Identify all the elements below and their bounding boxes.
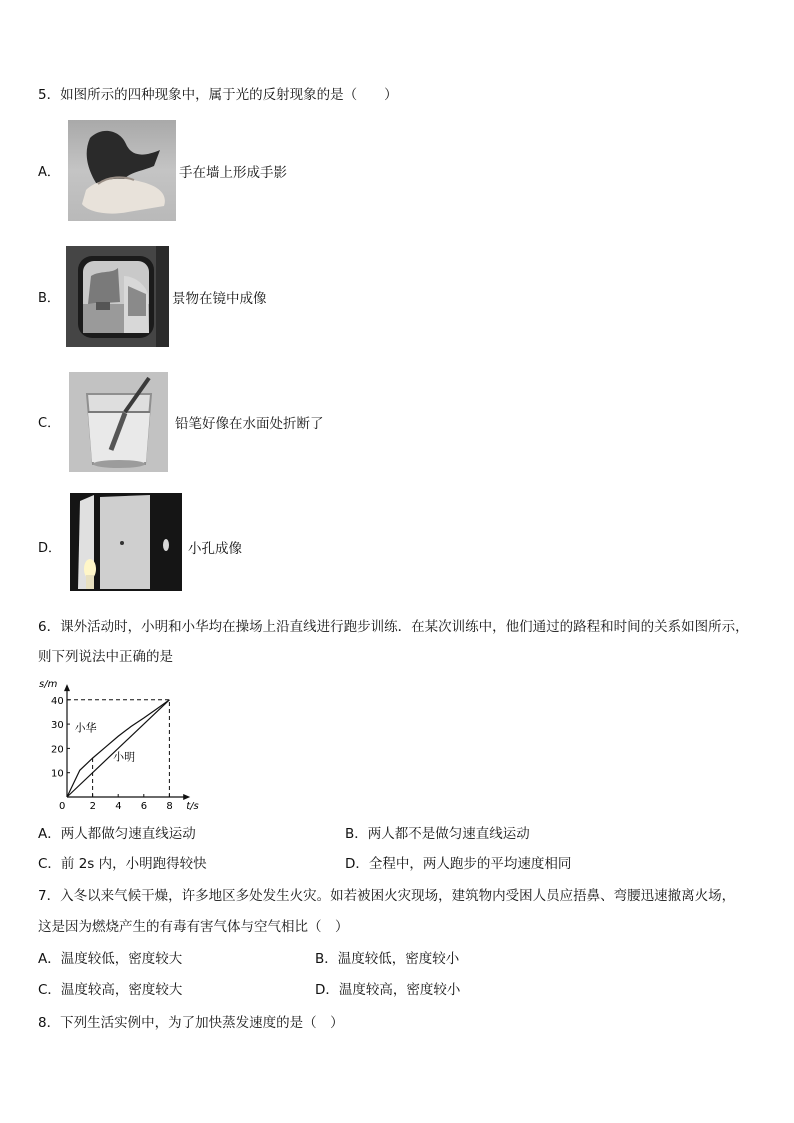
y-axis-arrow <box>64 684 70 691</box>
car-mirror-photo <box>66 246 169 347</box>
q5-option-b-letter[interactable]: B． <box>38 291 60 306</box>
q6-stem-line1: 6．课外活动时，小明和小华均在操场上沿直线进行跑步训练．在某次训练中，他们通过的路程和时间的关系如图所示， <box>38 619 749 635</box>
q6-option-b[interactable]: B．两人都不是做匀速直线运动 <box>345 826 530 842</box>
y-tick-label: 30 <box>51 720 64 732</box>
series-label-xiaohua: 小华 <box>74 721 97 735</box>
q5-stem: 5．如图所示的四种现象中，属于光的反射现象的是（ ） <box>38 87 398 103</box>
series-label-xiaoming: 小明 <box>113 750 136 764</box>
x-tick-label: 6 <box>140 801 148 810</box>
q7-option-b[interactable]: B．温度较低，密度较小 <box>315 951 460 967</box>
q5-option-c-caption: 铅笔好像在水面处折断了 <box>175 416 324 432</box>
x-tick-label: 4 <box>115 801 122 810</box>
q6-stem-line2: 则下列说法中正确的是 <box>38 649 173 665</box>
q5-option-c-letter[interactable]: C． <box>38 416 61 431</box>
y-tick-label: 40 <box>51 695 64 707</box>
x-axis-label: t/s <box>186 801 199 810</box>
x-tick-label: 2 <box>89 801 96 810</box>
q5-option-a-letter[interactable]: A． <box>38 165 60 180</box>
x-axis-arrow <box>183 794 190 800</box>
q6-option-d[interactable]: D．全程中，两人跑步的平均速度相同 <box>345 856 572 872</box>
y-axis-label: s/m <box>39 679 58 691</box>
hand-shadow-photo <box>68 120 176 221</box>
x-tick-label: 8 <box>166 801 173 810</box>
q7-option-d[interactable]: D．温度较高，密度较小 <box>315 982 461 998</box>
s-t-chart <box>34 675 204 810</box>
pencil-in-water-photo <box>69 372 168 472</box>
q7-option-a[interactable]: A．温度较低，密度较大 <box>38 951 183 967</box>
q5-option-a-caption: 手在墙上形成手影 <box>179 165 287 181</box>
q7-stem-line2: 这是因为燃烧产生的有毒有害气体与空气相比（ ） <box>38 919 349 935</box>
q5-option-d-letter[interactable]: D． <box>38 541 62 556</box>
y-tick-label: 10 <box>51 768 64 780</box>
q6-option-a[interactable]: A．两人都做匀速直线运动 <box>38 826 196 842</box>
series-line-xiaoming <box>67 700 169 797</box>
y-tick-label: 20 <box>51 744 64 756</box>
x-tick-label: 0 <box>59 801 66 810</box>
q7-stem-line1: 7．入冬以来气候干燥，许多地区多处发生火灾。如若被困火灾现场，建筑物内受困人员应捂鼻、弯腰迅速撤离火场， <box>38 888 736 904</box>
pinhole-image-photo <box>70 493 182 591</box>
q8-stem: 8．下列生活实例中，为了加快蒸发速度的是（ ） <box>38 1015 344 1031</box>
q5-option-d-caption: 小孔成像 <box>188 541 242 557</box>
q5-option-b-caption: 景物在镜中成像 <box>172 291 267 307</box>
q6-option-c[interactable]: C．前 2s 内，小明跑得较快 <box>38 856 207 872</box>
q7-option-c[interactable]: C．温度较高，密度较大 <box>38 982 183 998</box>
